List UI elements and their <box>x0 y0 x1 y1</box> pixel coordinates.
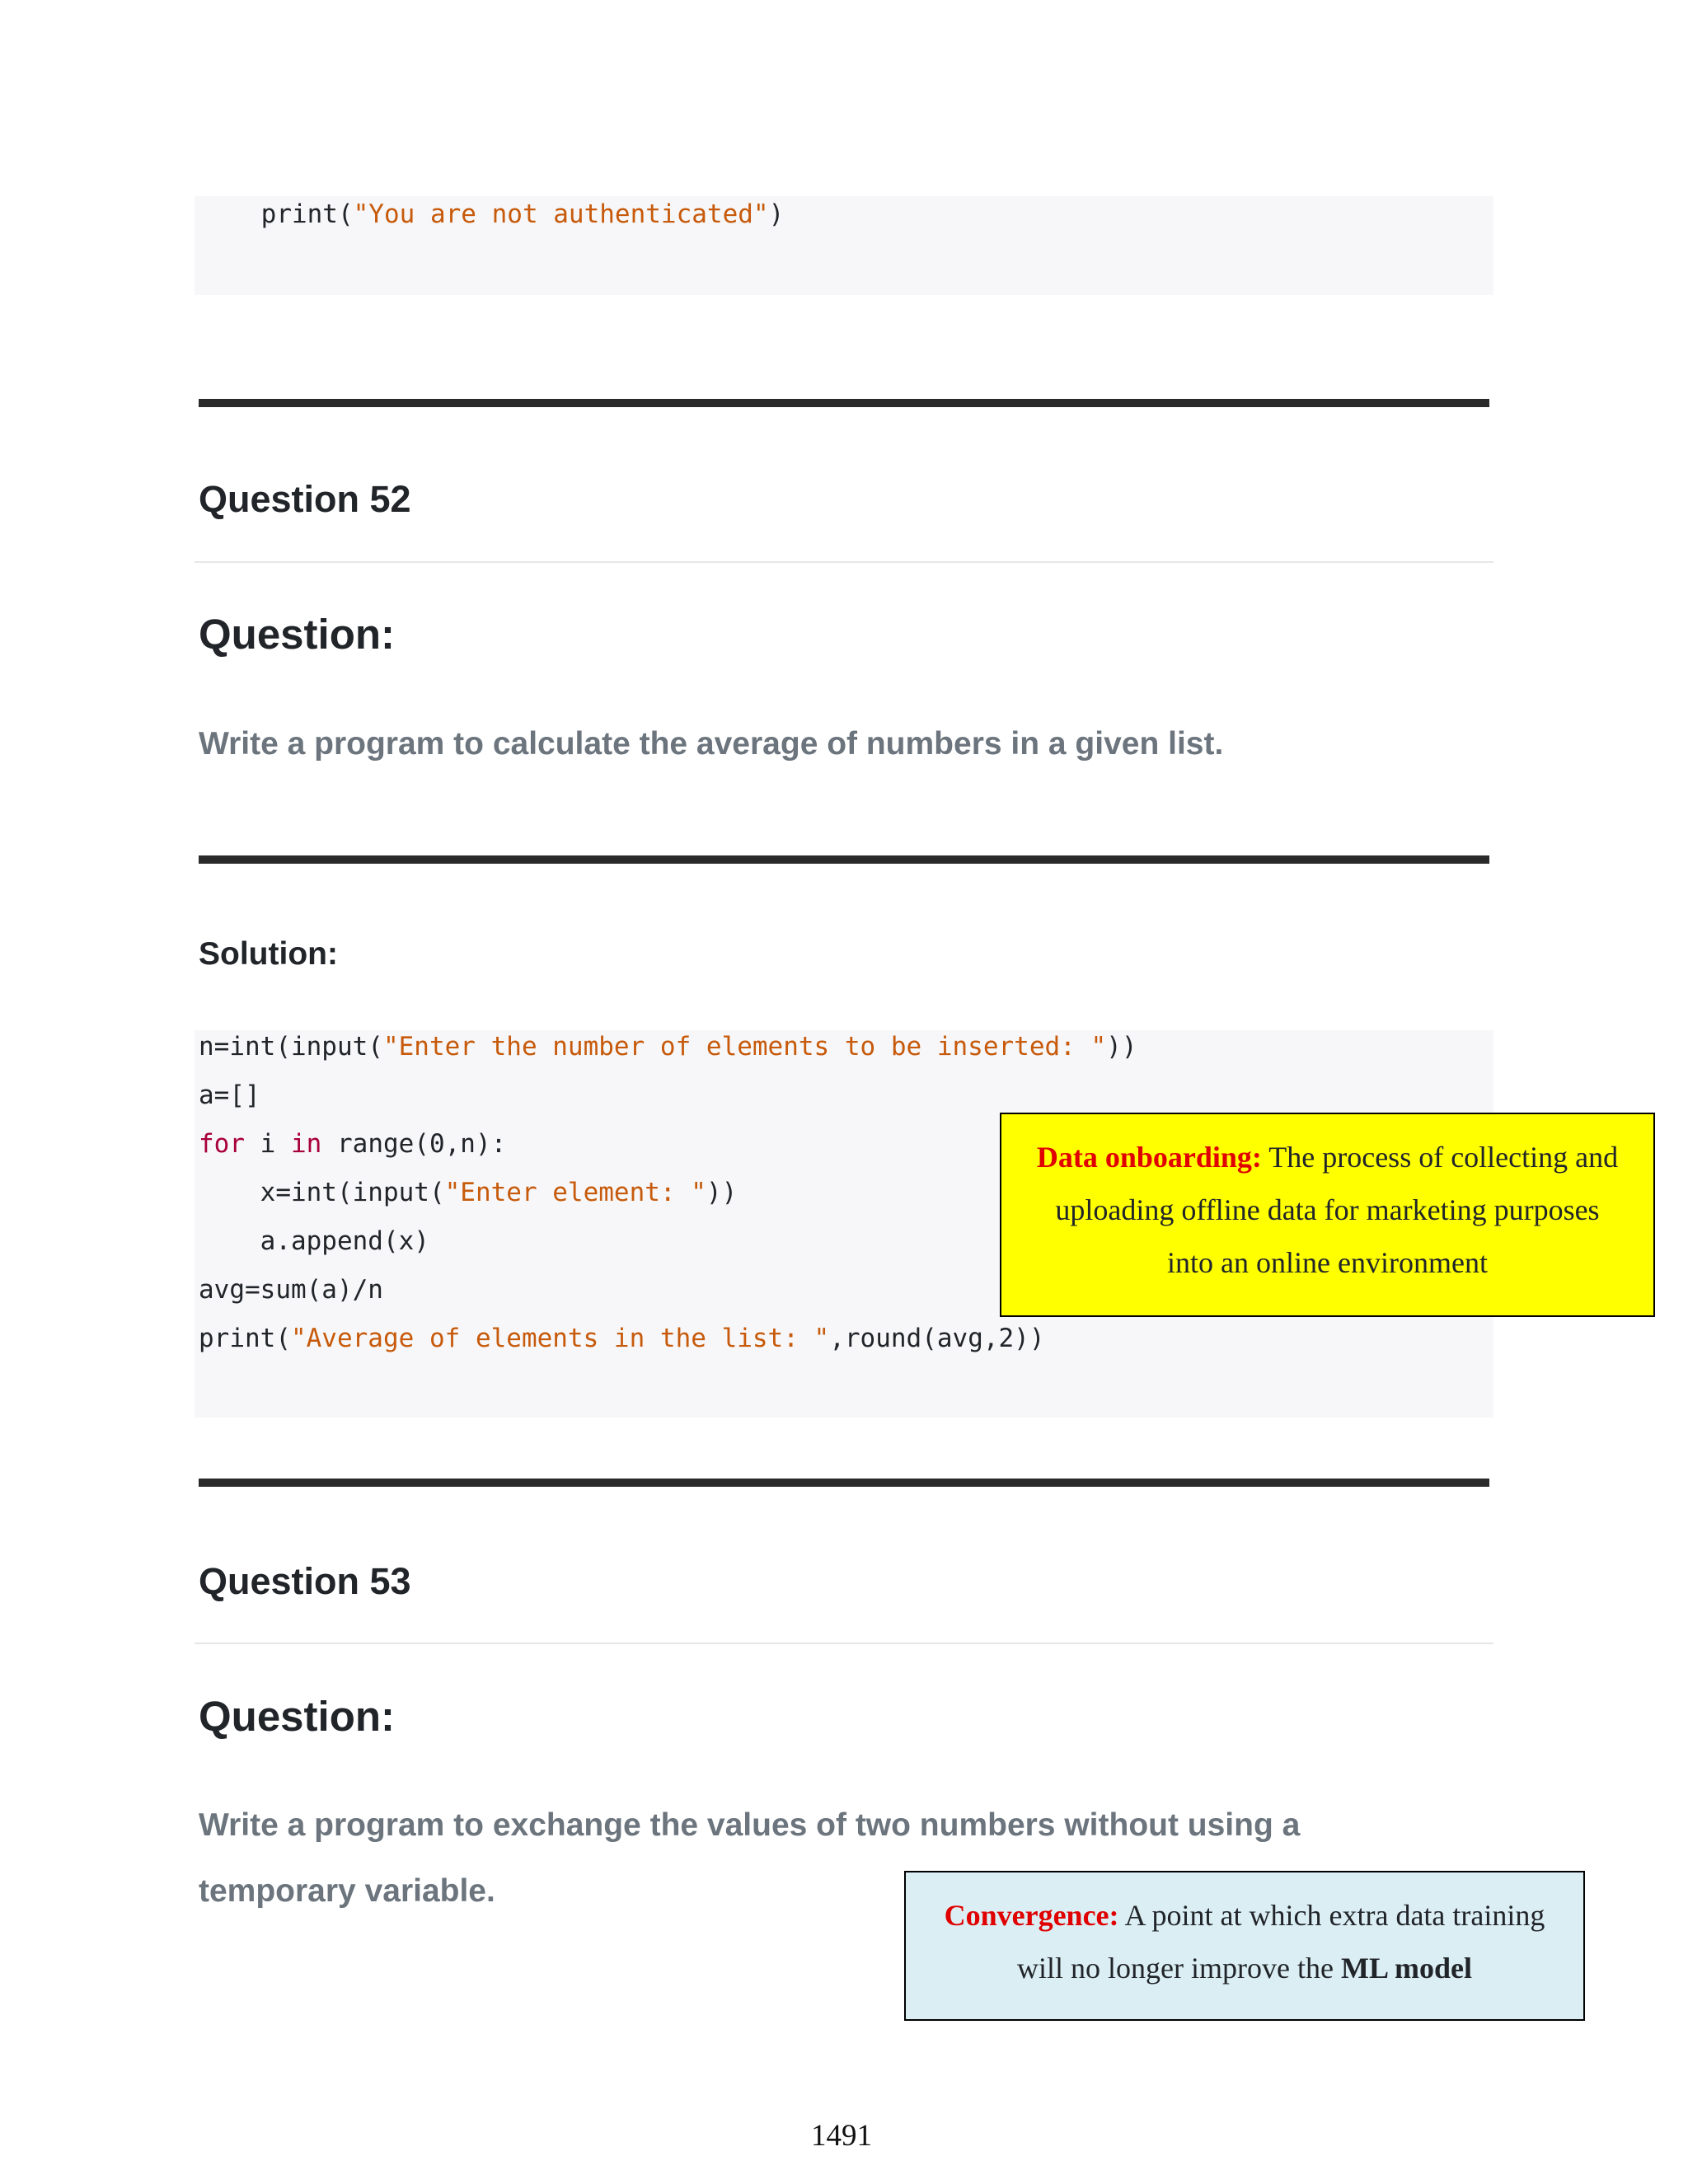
callout-line-1: Convergence: A point at which extra data training <box>944 1899 1545 1932</box>
callout-term: Data onboarding: <box>1036 1141 1262 1174</box>
callout-line-3: into an online environment <box>1167 1246 1488 1279</box>
callout-bold-term: ML model <box>1340 1952 1472 1985</box>
code-string: "Enter element: " <box>444 1178 706 1207</box>
question-text-line-1: Write a program to exchange the values of two numbers without using a <box>199 1807 1301 1843</box>
page-number: 1491 <box>811 2119 872 2153</box>
callout-line-2: uploading offline data for marketing purposes <box>1055 1193 1600 1226</box>
code-line-5: a.append(x) <box>199 1226 429 1256</box>
question-text-line-2: temporary variable. <box>199 1873 495 1909</box>
question-heading: Question: <box>199 611 395 658</box>
callout-term: Convergence: <box>944 1899 1119 1932</box>
code-line-7: print("Average of elements in the list: ",round(avg,2)) <box>199 1324 1045 1353</box>
code-line-6: avg=sum(a)/n <box>199 1275 383 1305</box>
callout-data-onboarding <box>1000 1113 1655 1317</box>
question-text: Write a program to calculate the average of numbers in a given list. <box>199 726 1224 762</box>
code-text: ) <box>768 199 785 229</box>
question-number-53: Question 53 <box>199 1560 411 1602</box>
code-line-4: x=int(input("Enter element: ")) <box>199 1178 738 1207</box>
code-line-1: n=int(input("Enter the number of elements to be inserted: ")) <box>199 1032 1137 1062</box>
code-text: print( <box>199 199 354 229</box>
callout-line-2: will no longer improve the ML model <box>1017 1952 1472 1985</box>
heading-underline <box>195 1643 1493 1644</box>
code-keyword: for <box>199 1129 245 1159</box>
code-line-3: for i in range(0,n): <box>199 1129 507 1159</box>
section-divider <box>199 855 1489 864</box>
callout-line-1: Data onboarding: The process of collecting and <box>1036 1141 1619 1174</box>
code-line-2: a=[] <box>199 1080 260 1110</box>
heading-underline <box>195 561 1493 563</box>
code-line <box>199 199 784 229</box>
solution-heading: Solution: <box>199 936 338 972</box>
code-string: "Average of elements in the list: " <box>290 1324 830 1353</box>
callout-convergence <box>904 1871 1585 2021</box>
question-number-52: Question 52 <box>199 478 411 520</box>
code-string: "Enter the number of elements to be inserted: " <box>382 1032 1107 1062</box>
code-keyword: in <box>291 1129 322 1159</box>
section-divider <box>199 399 1489 407</box>
question-heading: Question: <box>199 1693 395 1740</box>
section-divider <box>199 1479 1489 1487</box>
code-string: "You are not authenticated" <box>353 199 769 229</box>
